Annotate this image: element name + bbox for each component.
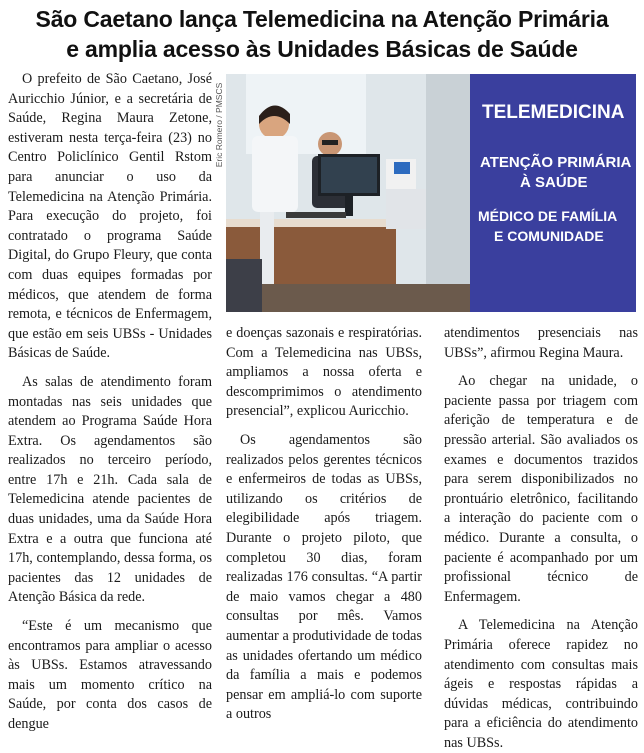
paragraph: e doenças sazonais e respiratórias. Com a Telemedicina nas UBSs, ampliamos a nossa oferta e descomprimimos o atendimento presencial”, explicou Auricchio.	[226, 325, 422, 420]
paragraph: “Este é um mecanismo que encontramos para ampliar o acesso às UBSs. Estamos atravessando mais um momento crítico na Saúde, por conta dos casos de dengue	[8, 618, 212, 732]
banner-line: ATENÇÃO PRIMÁRIA	[480, 154, 632, 171]
photo-credit: Eric Romero / PMSCS	[214, 82, 224, 168]
photo-credit-wrap	[212, 78, 226, 178]
banner-line: E COMUNIDADE	[494, 228, 604, 244]
headline-line-2: e amplia acesso às Unidades Básicas de Saúde	[66, 36, 578, 62]
text-column-3	[444, 324, 638, 751]
paragraph: Os agendamentos são realizados pelos gerentes técnicos e enfermeiros de todas as UBSs, utilizando os critérios de elegibilidade após triagem. Durante o projeto piloto, que completou 30 dias, foram realizadas 176 consultas. “A partir de maio vamos chegar a 480 consultas por mês. Vamos aumentar a produtividade de todas as unidades ofertando um médico da família a mais e podemos pensar em ampliá-lo com suporte a outros	[226, 431, 422, 723]
paragraph: Ao chegar na unidade, o paciente passa por triagem com aferição de temperatura e de pressão arterial. São avaliados os exames e documentos trazidos para serem disponibilizados no prontuário eletrônico, facilitando a interação do paciente com o médico. Durante a consulta, o paciente é acompanhado por um profissional técnico de Enfermagem.	[444, 373, 638, 605]
paragraph: O prefeito de São Caetano, José Auricchio Júnior, e a secretária de Saúde, Regina Maura Zetone, estiveram nesta terça-feira (23) no Centro Policlínico Gentil Rstom para anunciar o uso da Telemedicina na Atenção Primária. Para execução do projeto, foi contratado o programa Saúde Digital, do Grupo Fleury, que conta com duas equipes formadas por médicos, que atendem de forma remota, e técnicos de Enfermagem, que estão em seis UBSs - Unidades Básicas de Saúde.	[8, 71, 212, 362]
article-headline	[0, 4, 644, 64]
paragraph: A Telemedicina na Atenção Primária oferece rapidez no atendimento com consultas mais ágeis e respostas rápidas a dúvidas médicas, contribuindo para a eficiência do atendimento nas UBSs.	[444, 617, 638, 751]
banner-line: À SAÚDE	[520, 174, 588, 191]
text-column-1	[8, 70, 212, 732]
headline-line-1: São Caetano lança Telemedicina na Atenção Primária	[35, 6, 609, 32]
text-column-2	[226, 324, 422, 723]
banner-line: MÉDICO DE FAMÍLIA	[478, 208, 618, 224]
paragraph: As salas de atendimento foram montadas nas seis unidades que atendem ao Programa Saúde Hora Extra. Os agendamentos são realizados no terceiro período, entre 17h e 21h. Cada sala de Telemedicina atende pacientes de duas unidades, uma da Saúde Hora Extra e a outra que funciona até 17h, contemplando, dessa forma, os pacientes das 12 unidades de Atenção Básica da rede.	[8, 373, 212, 606]
paragraph: atendimentos presenciais nas UBSs”, afirmou Regina Maura.	[444, 325, 638, 361]
banner-line: TELEMEDICINA	[482, 102, 625, 123]
telemedicine-banner	[470, 74, 636, 312]
article-photo	[226, 74, 636, 312]
